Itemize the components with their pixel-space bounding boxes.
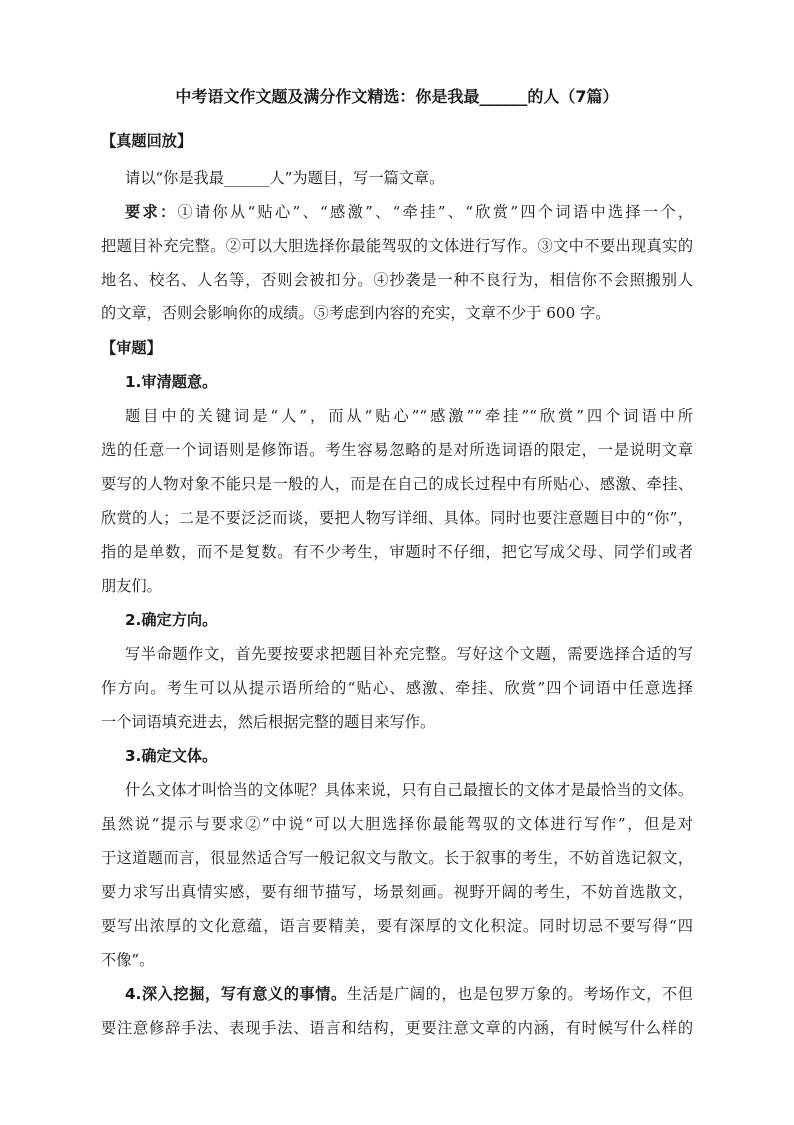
point1-line-6: 朋友们。 — [101, 577, 162, 595]
point3-heading: 3.确定文体。 — [125, 747, 218, 765]
point1-line-5: 指的是单数，而不是复数。有不少考生，审题时不仔细，把它写成父母、同学们或者 — [101, 543, 693, 561]
point4-line-1 — [125, 984, 693, 1004]
point1-heading: 1.审清题意。 — [125, 373, 218, 391]
requirements-line-2: 把题目补充完整。②可以大胆选择你最能驾驭的文体进行写作。③文中不要出现真实的 — [101, 237, 693, 255]
section-heading-zhenti: 【真题回放】 — [101, 132, 193, 150]
point3-line-4: 要力求写出真情实感，要有细节描写，场景刻画。视野开阔的考生，不妨首选散文， — [101, 883, 693, 901]
point3-line-1: 什么文体才叫恰当的文体呢？具体来说，只有自己最擅长的文体才是最恰当的文体。 — [125, 781, 693, 799]
point2-heading: 2.确定方向。 — [125, 611, 218, 629]
point1-line-4: 欣赏的人；二是不要泛泛而谈，要把人物写详细、具体。同时也要注意题目中的“你”， — [101, 509, 693, 527]
point3-line-3: 于这道题而言，很显然适合写一般记叙文与散文。长于叙事的考生，不妨首选记叙文， — [101, 849, 693, 867]
point4-heading: 4.深入挖掘，写有意义的事情。 — [125, 985, 347, 1003]
requirements-label: 要求： — [125, 203, 178, 221]
point2-line-1: 写半命题作文，首先要按要求把题目补充完整。写好这个文题，需要选择合适的写 — [125, 645, 693, 663]
requirements-line-1 — [125, 202, 693, 222]
requirements-line-3: 地名、校名、人名等，否则会被扣分。④抄袭是一种不良行为，相信你不会照搬别人 — [101, 271, 693, 289]
section-heading-shenti: 【审题】 — [101, 339, 162, 357]
point4-line-2: 要注意修辞手法、表现手法、语言和结构，更要注意文章的内涵，有时候写什么样的 — [101, 1019, 693, 1037]
prompt-line: 请以“你是我最______人”为题目，写一篇文章。 — [125, 169, 445, 187]
point3-line-6: 不像”。 — [101, 951, 155, 969]
point3-line-2: 虽然说“提示与要求②”中说“可以大胆选择你最能驾驭的文体进行写作”，但是对 — [101, 815, 693, 833]
requirements-line-4: 的文章，否则会影响你的成绩。⑤考虑到内容的充实，文章不少于 600 字。 — [101, 304, 611, 322]
requirements-text: ①请你从“贴心”、“感激”、“牵挂”、“欣赏”四个词语中选择一个， — [177, 203, 694, 221]
point2-line-3: 一个词语填充进去，然后根据完整的题目来写作。 — [101, 713, 436, 731]
point1-line-3: 要写的人物对象不能只是一般的人，而是在自己的成长过程中有所贴心、感激、牵挂、 — [101, 475, 693, 493]
point1-line-1: 题目中的关键词是“人”，而从“贴心”“感激”“牵挂”“欣赏”四个词语中所 — [125, 407, 693, 425]
page-title: 中考语文作文题及满分作文精选：你是我最______的人（7篇） — [175, 87, 619, 106]
point4-text: 生活是广阔的，也是包罗万象的。考场作文，不但 — [346, 985, 693, 1003]
point3-line-5: 要写出浓厚的文化意蕴，语言要精美，要有深厚的文化积淀。同时切忌不要写得“四 — [101, 917, 693, 935]
point1-line-2: 选的任意一个词语则是修饰语。考生容易忽略的是对所选词语的限定，一是说明文章 — [101, 441, 693, 459]
point2-line-2: 作方向。考生可以从提示语所给的“贴心、感激、牵挂、欣赏”四个词语中任意选择 — [101, 679, 693, 697]
